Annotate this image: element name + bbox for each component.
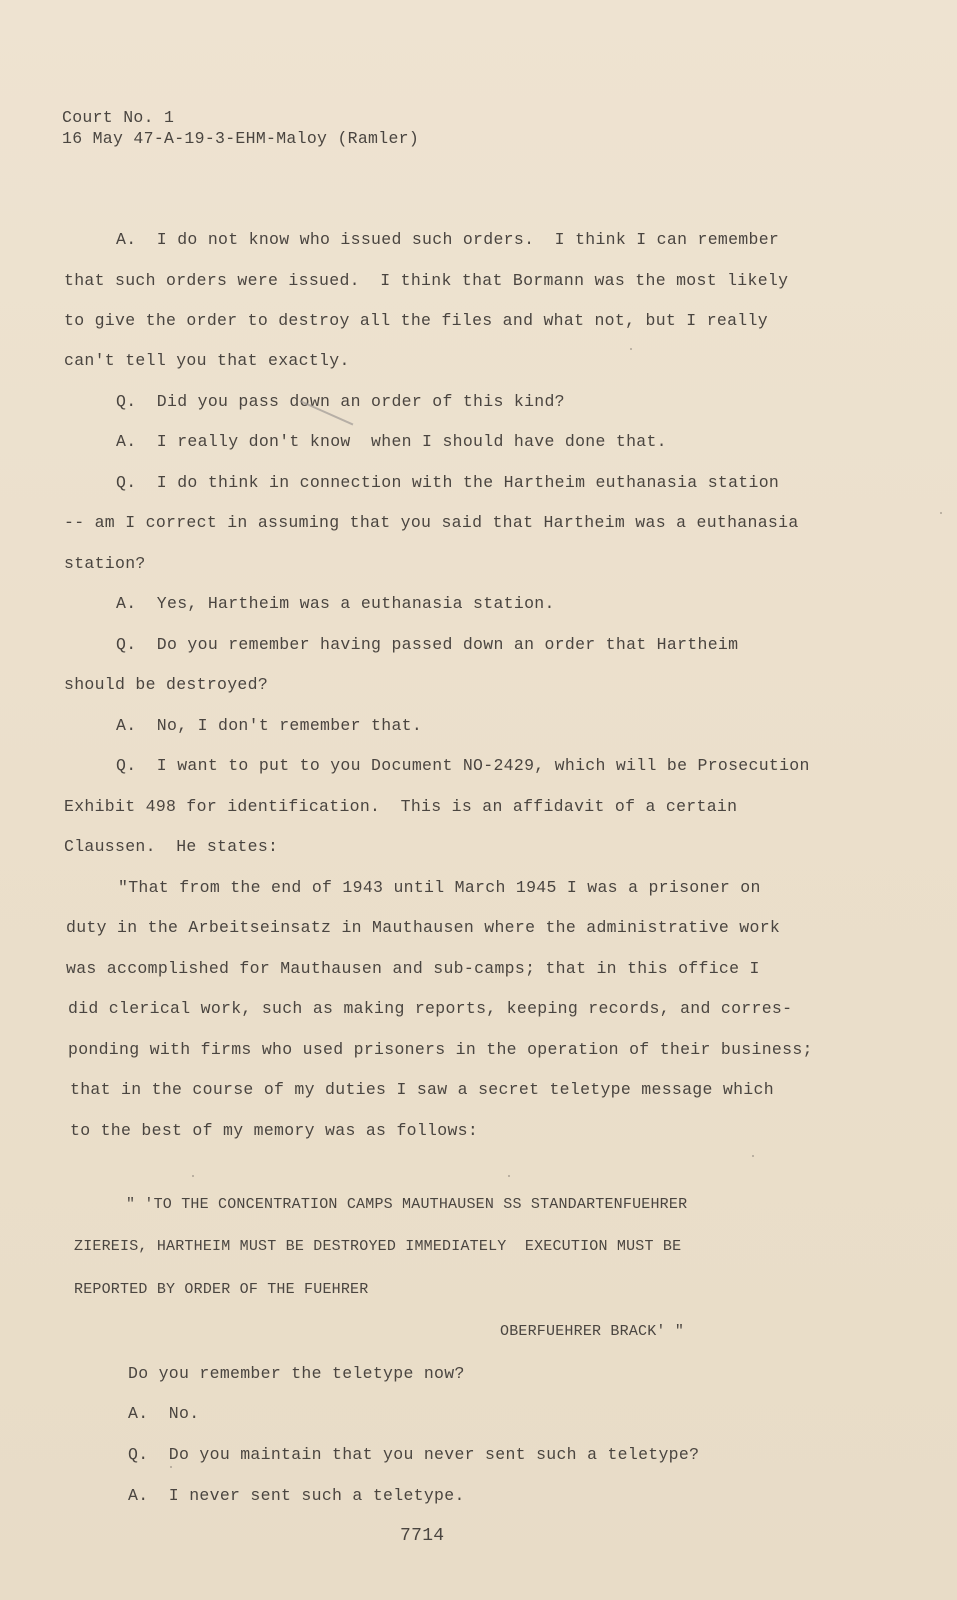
text-line: station? <box>64 554 146 573</box>
text-line: did clerical work, such as making reports, keeping records, and corres- <box>68 999 793 1018</box>
text-line: can't tell you that exactly. <box>64 351 350 370</box>
text-line: A. Yes, Hartheim was a euthanasia station. <box>116 594 555 613</box>
text-line: A. I really don't know when I should have done that. <box>116 432 667 451</box>
text-line: A. I never sent such a teletype. <box>128 1486 465 1505</box>
text-line: "That from the end of 1943 until March 1945 I was a prisoner on <box>118 878 761 897</box>
text-line: Q. Do you maintain that you never sent such a teletype? <box>128 1445 700 1464</box>
page-number: 7714 <box>400 1526 445 1546</box>
paper-speck <box>170 1466 172 1468</box>
text-line: Q. Did you pass down an order of this kind? <box>116 392 565 411</box>
text-line: Q. Do you remember having passed down an order that Hartheim <box>116 635 739 654</box>
text-line: was accomplished for Mauthausen and sub-camps; that in this office I <box>66 959 760 978</box>
teletype-signature: OBERFUEHRER BRACK' " <box>500 1323 685 1340</box>
text-line: Claussen. He states: <box>64 837 279 856</box>
text-line: should be destroyed? <box>64 675 269 694</box>
text-line: Q. I want to put to you Document NO-2429, which will be Prosecution <box>116 756 810 775</box>
text-line: duty in the Arbeitseinsatz in Mauthausen where the administrative work <box>66 918 781 937</box>
text-line: Q. I do think in connection with the Hartheim euthanasia station <box>116 473 780 492</box>
text-line: A. No. <box>128 1404 200 1423</box>
text-line: A. I do not know who issued such orders. I think I can remember <box>116 230 780 249</box>
paper-speck <box>752 1155 754 1157</box>
teletype-line: REPORTED BY ORDER OF THE FUEHRER <box>74 1281 369 1298</box>
session-reference: 16 May 47-A-19-3-EHM-Maloy (Ramler) <box>62 129 420 148</box>
teletype-line: " 'TO THE CONCENTRATION CAMPS MAUTHAUSEN SS STANDARTENFUEHRER <box>126 1196 688 1213</box>
text-line: ponding with firms who used prisoners in the operation of their business; <box>68 1040 813 1059</box>
paper-speck <box>630 348 632 350</box>
text-line: A. No, I don't remember that. <box>116 716 423 735</box>
paper-speck <box>192 1175 194 1177</box>
text-line: -- am I correct in assuming that you said that Hartheim was a euthanasia <box>64 513 799 532</box>
text-line: that in the course of my duties I saw a secret teletype message which <box>70 1080 774 1099</box>
text-line: Exhibit 498 for identification. This is an affidavit of a certain <box>64 797 738 816</box>
court-number: Court No. 1 <box>62 108 175 127</box>
text-line: to give the order to destroy all the files and what not, but I really <box>64 311 768 330</box>
text-line: Do you remember the teletype now? <box>128 1364 465 1383</box>
teletype-line: ZIEREIS, HARTHEIM MUST BE DESTROYED IMMEDIATELY EXECUTION MUST BE <box>74 1238 682 1255</box>
text-line: that such orders were issued. I think that Bormann was the most likely <box>64 271 789 290</box>
paper-speck <box>940 512 942 514</box>
paper-speck <box>508 1175 510 1177</box>
text-line: to the best of my memory was as follows: <box>70 1121 479 1140</box>
